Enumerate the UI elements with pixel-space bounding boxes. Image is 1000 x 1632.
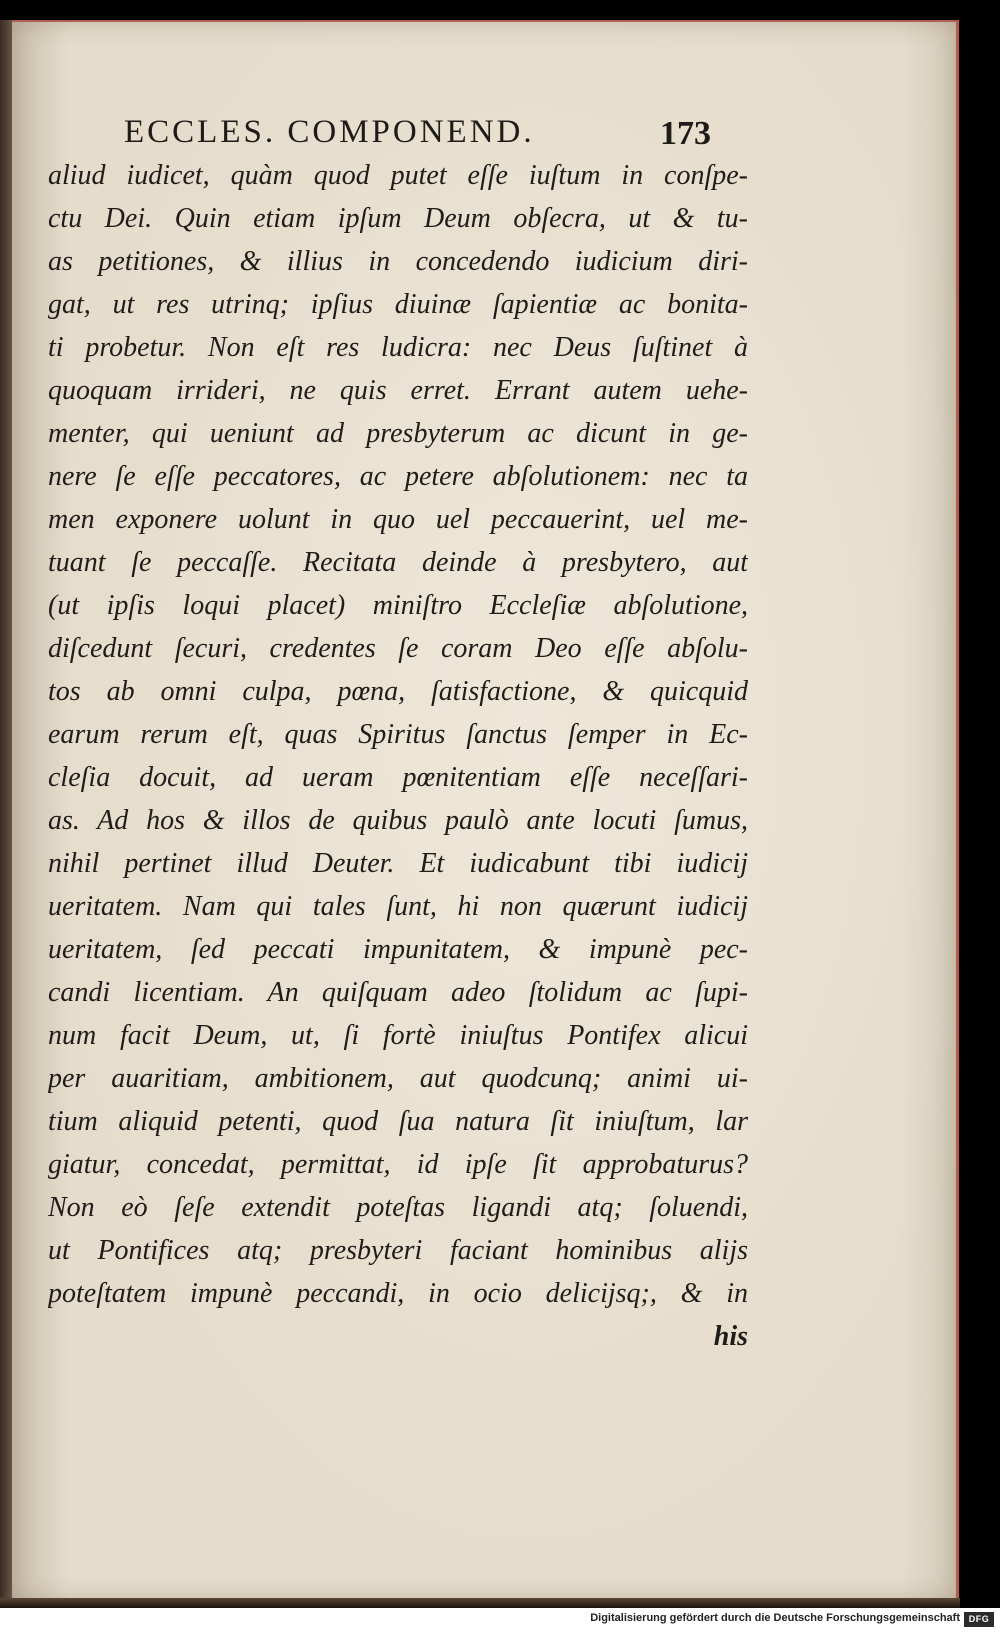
text-line: poteſtatem impunè peccandi, in ocio delicijsq;, & in: [48, 1278, 748, 1309]
text-line: ut Pontifices atq; presbyteri faciant hominibus alijs: [48, 1235, 748, 1266]
text-line: earum rerum eſt, quas Spiritus ſanctus ſemper in Ec-: [48, 719, 748, 750]
text-line: num facit Deum, ut, ſi fortè iniuſtus Pontifex alicui: [48, 1020, 748, 1051]
text-line: tuant ſe peccaſſe. Recitata deinde à presbytero, aut: [48, 547, 748, 578]
text-line: ctu Dei. Quin etiam ipſum Deum obſecra, ut & tu-: [48, 203, 748, 234]
text-line: ueritatem. Nam qui tales ſunt, hi non quærunt iudicij: [48, 891, 748, 922]
text-line: diſcedunt ſecuri, credentes ſe coram Deo eſſe abſolu-: [48, 633, 748, 664]
text-line: tos ab omni culpa, pœna, ſatisfactione, & quicquid: [48, 676, 748, 707]
footer-bar: [0, 1608, 1000, 1632]
body-text: [48, 154, 748, 1358]
text-line: quoquam irrideri, ne quis erret. Errant autem uehe-: [48, 375, 748, 406]
text-line: menter, qui ueniunt ad presbyterum ac dicunt in ge-: [48, 418, 748, 449]
text-line: giatur, concedat, permittat, id ipſe ſit approbaturus?: [48, 1149, 748, 1180]
text-line: nihil pertinet illud Deuter. Et iudicabunt tibi iudicij: [48, 848, 748, 879]
text-line: ti probetur. Non eſt res ludicra: nec Deus ſuſtinet à: [48, 332, 748, 363]
text-line: per auaritiam, ambitionem, aut quodcunq; animi ui-: [48, 1063, 748, 1094]
funding-note: Digitalisierung gefördert durch die Deutsche Forschungsgemeinschaft: [590, 1612, 960, 1624]
catchword: his: [713, 1321, 748, 1352]
text-line: (ut ipſis loqui placet) miniſtro Eccleſiæ abſolutione,: [48, 590, 748, 621]
text-line: ueritatem, ſed peccati impunitatem, & impunè pec-: [48, 934, 748, 965]
text-line: nere ſe eſſe peccatores, ac petere abſolutionem: nec ta: [48, 461, 748, 492]
book-bottom-edge: [0, 1598, 960, 1608]
dfg-logo-icon: DFG: [964, 1612, 994, 1627]
text-line: tium aliquid petenti, quod ſua natura ſit iniuſtum, lar: [48, 1106, 748, 1137]
text-line: as. Ad hos & illos de quibus paulò ante locuti ſumus,: [48, 805, 748, 836]
text-line: cleſia docuit, ad ueram pœnitentiam eſſe neceſſari-: [48, 762, 748, 793]
text-line: Non eò ſeſe extendit poteſtas ligandi atq; ſoluendi,: [48, 1192, 748, 1223]
running-head-title: ECCLES. COMPONEND.: [124, 114, 535, 150]
text-line: gat, ut res utrinq; ipſius diuinæ ſapientiæ ac bonita-: [48, 289, 748, 320]
text-line: as petitiones, & illius in concedendo iudicium diri-: [48, 246, 748, 277]
text-line: men exponere uolunt in quo uel peccauerint, uel me-: [48, 504, 748, 535]
text-line: aliud iudicet, quàm quod putet eſſe iuſtum in conſpe-: [48, 160, 748, 191]
book-page: [12, 20, 959, 1600]
text-line: candi licentiam. An quiſquam adeo ſtolidum ac ſupi-: [48, 977, 748, 1008]
page-number: 173: [660, 115, 711, 152]
